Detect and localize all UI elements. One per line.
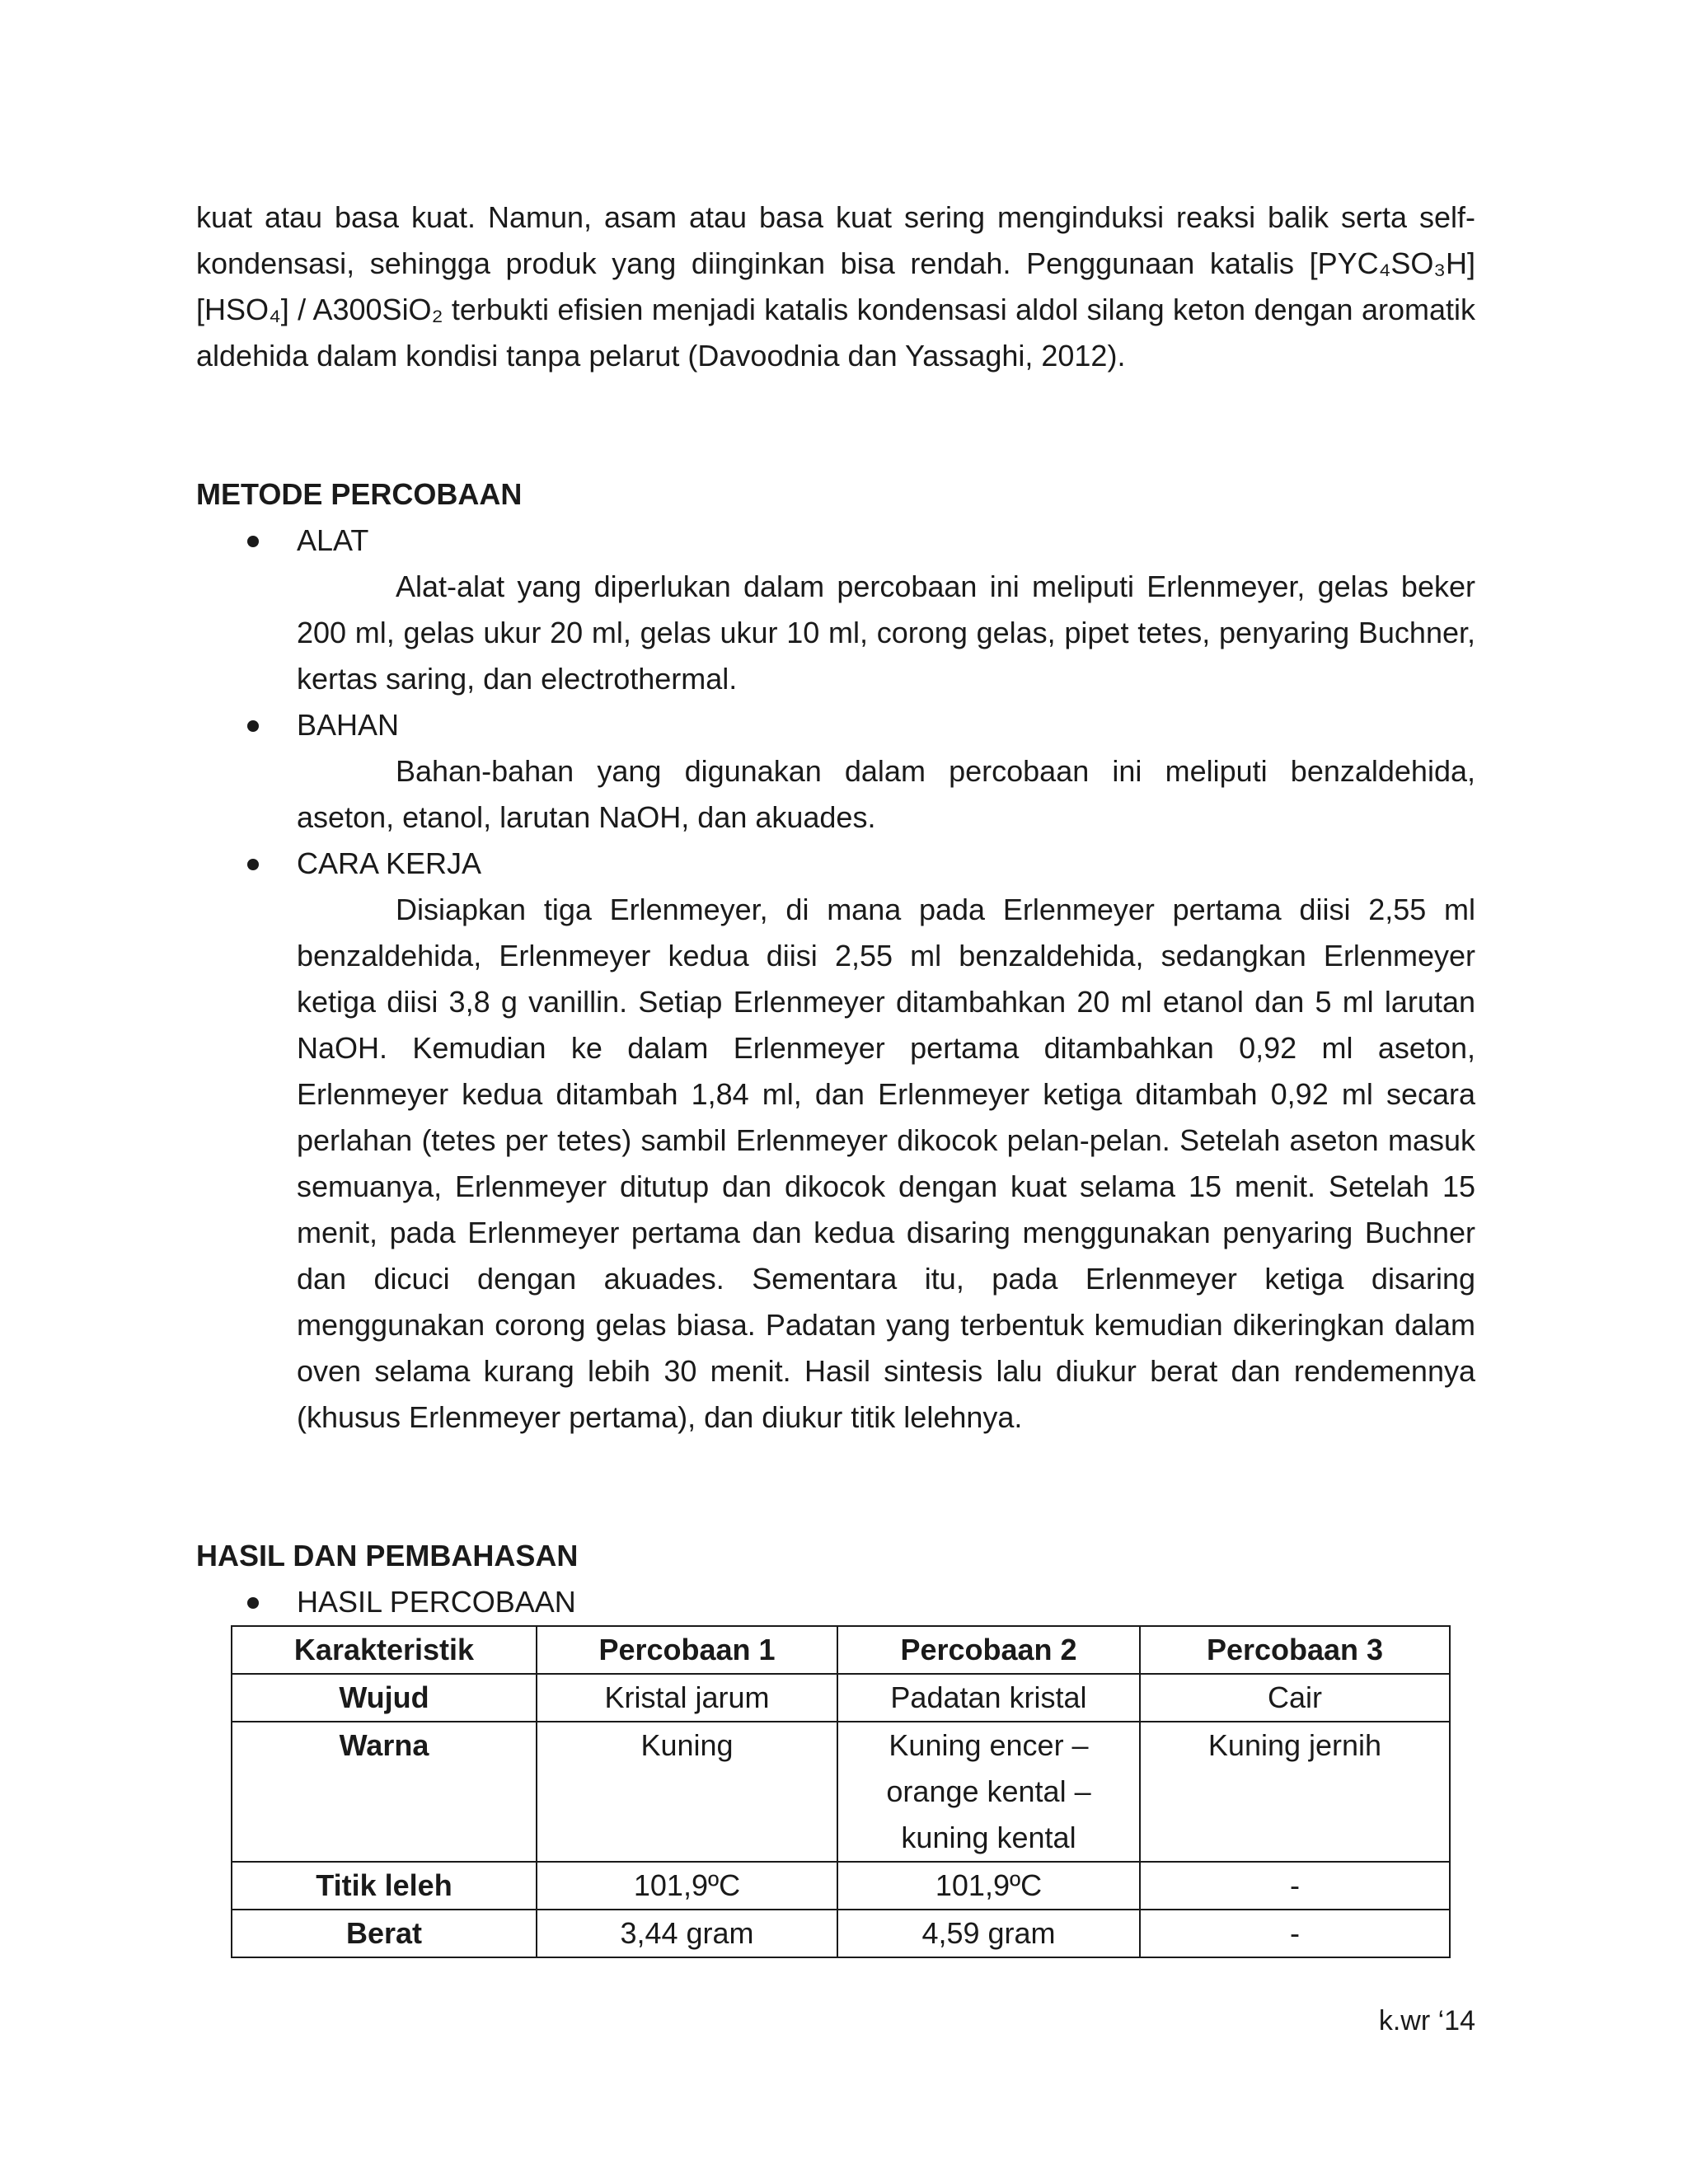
page-content (196, 194, 1475, 1958)
spacer (196, 379, 1475, 471)
table-row-label: Berat (232, 1910, 537, 1957)
item-title-bahan: BAHAN (297, 708, 400, 742)
table-cell: 101,9ºC (837, 1862, 1140, 1910)
intro-paragraph: kuat atau basa kuat. Namun, asam atau basa kuat sering menginduksi reaksi balik serta self-kondensasi, sehingga produk yang diinginkan bisa rendah. Penggunaan katalis [PYC₄SO₃H][HSO₄] / A300SiO₂ terbukti efisien menjadi katalis kondensasi aldol silang keton dengan aromatik aldehida dalam kondisi tanpa pelarut (Davoodnia dan Yassaghi, 2012). (196, 200, 1475, 373)
hasil-list (196, 1579, 1475, 1625)
item-body-cara-kerja: Disiapkan tiga Erlenmeyer, di mana pada Erlenmeyer pertama diisi 2,55 ml benzaldehida, Erlenmeyer kedua diisi 2,55 ml benzaldehida, sedangkan Erlenmeyer ketiga diisi 3,8 g vanillin. Setiap Erlenmeyer ditambahkan 20 ml etanol dan 5 ml larutan NaOH. Kemudian ke dalam Erlenmeyer pertama ditambahkan 0,92 ml aseton, Erlenmeyer kedua ditambah 1,84 ml, dan Erlenmeyer ketiga ditambah 0,92 ml secara perlahan (tetes per tetes) sambil Erlenmeyer dikocok pelan-pelan. Setelah aseton masuk semuanya, Erlenmeyer ditutup dan dikocok dengan kuat selama 15 menit. Setelah 15 menit, pada Erlenmeyer pertama dan kedua disaring menggunakan penyaring Buchner dan dicuci dengan akuades. Sementara itu, pada Erlenmeyer ketiga disaring menggunakan corong gelas biasa. Padatan yang terbentuk kemudian dikeringkan dalam oven selama kurang lebih 30 menit. Hasil sintesis lalu diukur berat dan rendemennya (khusus Erlenmeyer pertama), dan diukur titik lelehnya. (297, 893, 1475, 1434)
table-cell: Kuning jernih (1140, 1722, 1450, 1862)
bullet-icon (247, 720, 259, 732)
list-item-bahan (196, 702, 1475, 841)
table-header-cell: Karakteristik (232, 1626, 537, 1674)
spacer (196, 1441, 1475, 1533)
section-heading-hasil: HASIL DAN PEMBAHASAN (196, 1539, 579, 1572)
table-cell: Padatan kristal (837, 1674, 1140, 1722)
item-body-bahan: Bahan-bahan yang digunakan dalam percobaan ini meliputi benzaldehida, aseton, etanol, larutan NaOH, dan akuades. (297, 754, 1475, 834)
table-row (232, 1910, 1450, 1957)
table-row-label: Titik leleh (232, 1862, 537, 1910)
item-title-cara-kerja: CARA KERJA (297, 846, 482, 880)
table-header-cell: Percobaan 2 (837, 1626, 1140, 1674)
item-title-alat: ALAT (297, 523, 369, 557)
bullet-icon (247, 859, 259, 870)
table-row-label: Wujud (232, 1674, 537, 1722)
list-item-hasil-percobaan (196, 1579, 1475, 1625)
table-header-cell: Percobaan 1 (537, 1626, 837, 1674)
table-header-cell: Percobaan 3 (1140, 1626, 1450, 1674)
table-cell: 101,9ºC (537, 1862, 837, 1910)
list-item-cara-kerja (196, 841, 1475, 1441)
bullet-icon (247, 1597, 259, 1609)
results-table (231, 1625, 1451, 1958)
item-body-alat: Alat-alat yang diperlukan dalam percobaan ini meliputi Erlenmeyer, gelas beker 200 ml, gelas ukur 20 ml, gelas ukur 10 ml, corong gelas, pipet tetes, penyaring Buchner, kertas saring, dan electrothermal. (297, 569, 1475, 696)
table-row (232, 1862, 1450, 1910)
table-cell: 4,59 gram (837, 1910, 1140, 1957)
bullet-icon (247, 536, 259, 547)
item-title-hasil-percobaan: HASIL PERCOBAAN (297, 1585, 576, 1619)
table-cell: - (1140, 1862, 1450, 1910)
list-item-alat (196, 518, 1475, 702)
table-cell: Kuning encer – orange kental – kuning kental (837, 1722, 1140, 1862)
table-cell: Kuning (537, 1722, 837, 1862)
page-footer: k.wr ‘14 (1378, 2005, 1475, 2036)
table-cell: Cair (1140, 1674, 1450, 1722)
table-row (232, 1674, 1450, 1722)
table-header-row (232, 1626, 1450, 1674)
table-cell: Kristal jarum (537, 1674, 837, 1722)
table-row (232, 1722, 1450, 1862)
table-cell: - (1140, 1910, 1450, 1957)
table-row-label: Warna (232, 1722, 537, 1862)
metode-list (196, 518, 1475, 1441)
table-cell: 3,44 gram (537, 1910, 837, 1957)
section-heading-metode: METODE PERCOBAAN (196, 477, 523, 511)
